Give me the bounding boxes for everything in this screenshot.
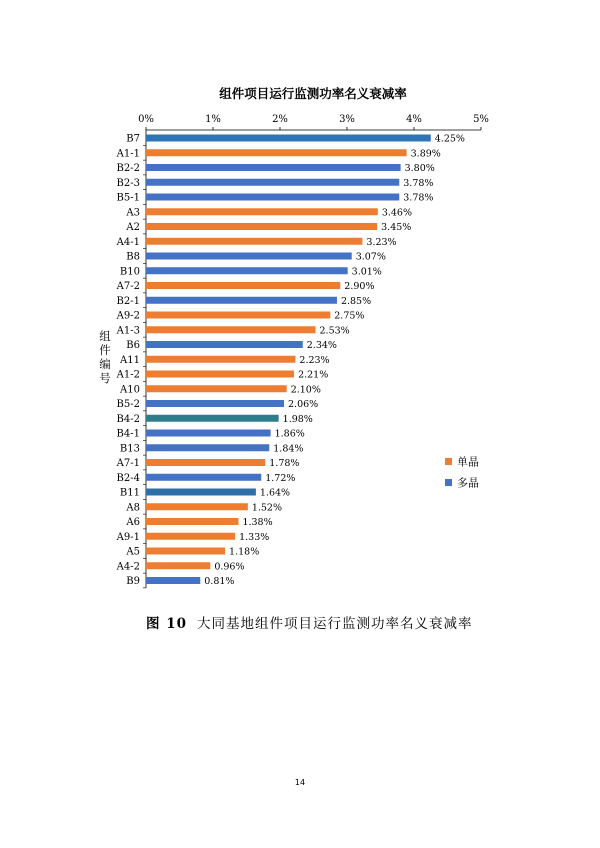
- category-label: B2-4: [116, 472, 140, 484]
- bar-B4-2: [146, 415, 279, 422]
- category-label: A6: [126, 517, 140, 528]
- bar-B2-4: [146, 474, 261, 481]
- y-axis-title-char: 组: [99, 329, 111, 343]
- bar-A6: [146, 518, 238, 525]
- category-label: A2: [126, 222, 140, 233]
- data-label: 1.86%: [274, 428, 305, 440]
- category-label: A5: [126, 546, 140, 558]
- data-label: 1.98%: [282, 413, 313, 425]
- bar-A2: [146, 223, 377, 230]
- bar-B2-2: [146, 164, 401, 171]
- bar-A9-2: [146, 312, 330, 319]
- y-axis-title-char: 件: [99, 343, 111, 357]
- data-label: 2.53%: [319, 325, 350, 337]
- legend-label: 多晶: [457, 476, 479, 490]
- category-label: B2-1: [116, 295, 140, 307]
- bar-A5: [146, 548, 225, 555]
- data-label: 2.85%: [340, 295, 372, 307]
- bar-A7-1: [146, 459, 265, 466]
- bar-A7-2: [146, 282, 340, 289]
- x-tick-label: 5%: [473, 114, 489, 125]
- category-label: A1-3: [116, 325, 140, 337]
- bar-A1-3: [146, 326, 316, 333]
- legend-swatch: [445, 479, 452, 486]
- category-label: B11: [119, 487, 140, 499]
- bar-A1-1: [146, 149, 407, 156]
- category-label: B8: [126, 251, 140, 263]
- data-label: 3.78%: [403, 177, 434, 189]
- category-label: B6: [126, 340, 140, 351]
- legend-label: 单晶: [457, 455, 479, 469]
- data-label: 3.46%: [381, 207, 413, 219]
- bar-B4-1: [146, 430, 271, 437]
- category-label: B9: [126, 576, 140, 587]
- category-label: B5-2: [116, 399, 140, 410]
- category-label: A8: [126, 502, 140, 514]
- bar-B7: [146, 135, 431, 142]
- data-label: 1.72%: [265, 472, 296, 484]
- figure-caption: [146, 612, 566, 632]
- y-axis-title-char: 编: [99, 357, 111, 371]
- category-label: A4-1: [116, 236, 140, 248]
- x-tick-label: 4%: [406, 114, 422, 125]
- y-axis-title: [99, 329, 111, 385]
- figure-caption-text: 大同基地组件项目运行监测功率名义衰减率: [197, 616, 473, 632]
- bar-A4-2: [146, 562, 210, 569]
- bar-B5-1: [146, 194, 399, 201]
- category-label: A1-2: [116, 369, 140, 381]
- category-label: B2-2: [116, 163, 140, 174]
- data-label: 2.21%: [298, 369, 329, 381]
- page-number: 14: [294, 778, 306, 787]
- data-label: 2.90%: [344, 281, 375, 292]
- data-label: 2.23%: [299, 354, 330, 366]
- x-tick-label: 1%: [205, 114, 221, 125]
- data-label: 3.89%: [410, 148, 441, 160]
- bar-A8: [146, 503, 248, 510]
- legend-swatch: [445, 458, 452, 465]
- category-label: A7-2: [116, 281, 140, 292]
- category-label: A9-2: [116, 310, 140, 322]
- category-label: A4-2: [116, 561, 140, 573]
- data-label: 2.75%: [334, 310, 365, 322]
- category-label: A1-1: [116, 148, 140, 160]
- bar-A10: [146, 385, 287, 392]
- data-label: 2.34%: [306, 340, 337, 351]
- bar-B6: [146, 341, 303, 348]
- x-tick-label: 0%: [138, 114, 154, 125]
- x-tick-label: 3%: [339, 114, 355, 125]
- data-label: 0.96%: [214, 561, 245, 573]
- data-label: 1.64%: [259, 487, 291, 499]
- bar-B2-3: [146, 179, 399, 186]
- category-label: B7: [126, 133, 140, 145]
- category-label: B2-3: [116, 177, 140, 189]
- category-label: B10: [119, 266, 140, 278]
- data-label: 1.78%: [269, 458, 300, 469]
- bars-group: [146, 135, 434, 585]
- category-label: B13: [119, 443, 140, 455]
- bar-B9: [146, 577, 200, 584]
- category-label: B4-1: [116, 428, 140, 440]
- data-label: 0.81%: [204, 576, 235, 587]
- category-label: A3: [126, 207, 140, 219]
- bar-B10: [146, 267, 348, 274]
- bar-B11: [146, 489, 256, 496]
- figure-number: 图 10: [146, 616, 187, 632]
- chart-title: 组件项目运行监测功率名义衰减率: [219, 86, 407, 101]
- data-label: 2.10%: [290, 384, 321, 396]
- data-label: 3.01%: [351, 266, 382, 278]
- category-label: B4-2: [116, 413, 140, 425]
- category-label: A10: [120, 384, 140, 396]
- y-axis-title-char: 号: [99, 371, 111, 385]
- data-label: 4.25%: [434, 133, 465, 145]
- bar-B2-1: [146, 297, 337, 304]
- bar-A11: [146, 356, 295, 363]
- bar-B5-2: [146, 400, 284, 407]
- data-label: 3.78%: [403, 192, 434, 204]
- data-label: 3.23%: [366, 236, 397, 248]
- bar-A9-1: [146, 533, 235, 540]
- bar-A1-2: [146, 371, 294, 378]
- category-label: B5-1: [116, 192, 140, 204]
- x-tick-label: 2%: [272, 114, 288, 125]
- data-label: 1.38%: [242, 517, 273, 528]
- data-label: 1.84%: [273, 443, 304, 455]
- category-label: A7-1: [116, 458, 140, 469]
- category-label: A11: [120, 354, 140, 366]
- bar-A4-1: [146, 238, 362, 245]
- bar-B8: [146, 253, 352, 260]
- bar-A3: [146, 208, 378, 215]
- data-label: 3.45%: [381, 222, 412, 233]
- category-label: A9-1: [116, 531, 140, 543]
- legend: [445, 456, 479, 490]
- bar-B13: [146, 444, 269, 451]
- data-label: 1.33%: [239, 531, 270, 543]
- data-label: 2.06%: [288, 399, 319, 410]
- data-label: 3.80%: [404, 163, 435, 174]
- data-label: 1.52%: [251, 502, 283, 514]
- data-label: 1.18%: [229, 546, 260, 558]
- data-label: 3.07%: [355, 251, 386, 263]
